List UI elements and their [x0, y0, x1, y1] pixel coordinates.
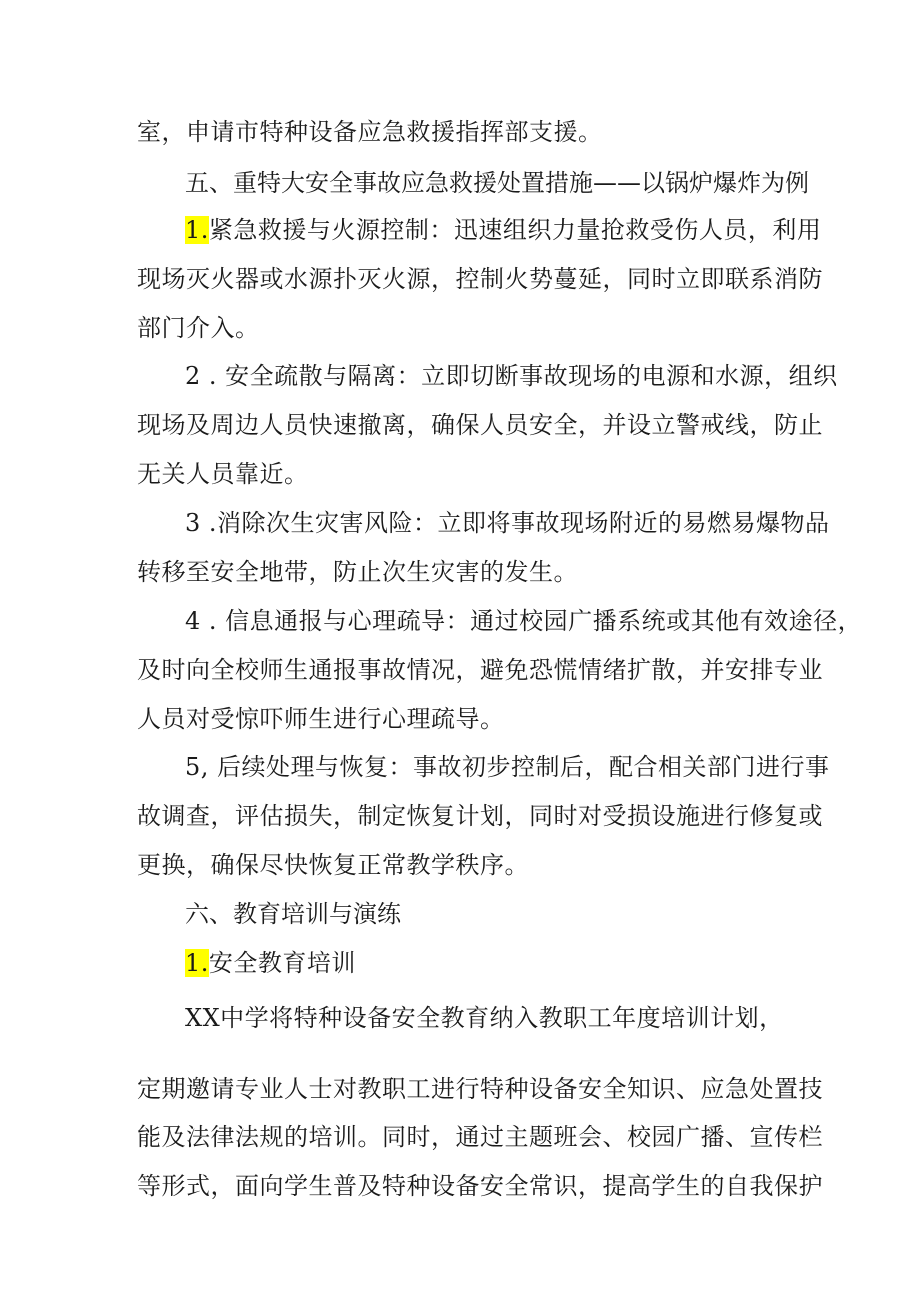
paragraph-line	[185, 752, 830, 782]
paragraph-line	[185, 361, 838, 391]
line-text: 现场及周边人员快速撤离，确保人员安全，并设立警戒线，防止	[137, 411, 823, 439]
line-text: 能及法律法规的培训。同时，通过主题班会、校园广播、宣传栏	[137, 1123, 823, 1151]
paragraph-line	[137, 557, 578, 587]
section-heading-5	[185, 168, 809, 198]
line-text: 故调查，评估损失，制定恢复计划，同时对受损设施进行修复或	[137, 802, 823, 830]
line-text: 等形式，面向学生普及特种设备安全常识，提高学生的自我保护	[137, 1172, 823, 1200]
highlighted-number: 1.	[185, 949, 209, 977]
paragraph-line	[137, 1074, 823, 1104]
line-text: 现场灭火器或水源扑灭火源，控制火势蔓延，同时立即联系消防	[137, 265, 823, 293]
line-text: 紧急救援与火源控制：迅速组织力量抢救受伤人员，利用	[208, 216, 822, 244]
heading-text: 六、教育培训与演练	[185, 900, 401, 928]
paragraph-line	[137, 459, 309, 489]
line-text: XX中学将特种设备安全教育纳入教职工年度培训计划，	[185, 1004, 784, 1032]
line-text: 2 . 安全疏散与隔离：立即切断事故现场的电源和水源，组织	[185, 362, 838, 390]
paragraph-line	[137, 117, 603, 147]
line-text: 转移至安全地带，防止次生灾害的发生。	[137, 558, 578, 586]
line-text: 室，申请市特种设备应急救援指挥部支援。	[137, 118, 603, 146]
paragraph-line	[137, 801, 823, 831]
line-text: 无关人员靠近。	[137, 460, 309, 488]
line-text: 安全教育培训	[208, 949, 356, 977]
line-text: 人员对受惊吓师生进行心理疏导。	[137, 705, 505, 733]
line-text: 部门介入。	[137, 314, 260, 342]
paragraph-line	[137, 410, 823, 440]
paragraph-line	[185, 215, 821, 245]
line-text: 定期邀请专业人士对教职工进行特种设备安全知识、应急处置技	[137, 1075, 823, 1103]
line-text: 3 .消除次生灾害风险：立即将事故现场附近的易燃易爆物品	[185, 509, 830, 537]
line-text: 4 . 信息通报与心理疏导：通过校园广播系统或其他有效途径，	[185, 607, 863, 635]
heading-text: 五、重特大安全事故应急救援处置措施——以锅炉爆炸为例	[185, 169, 809, 197]
paragraph-line	[137, 850, 529, 880]
paragraph-line	[137, 1122, 823, 1152]
paragraph-line	[185, 606, 862, 636]
highlighted-number: 1.	[185, 216, 209, 244]
line-text: 及时向全校师生通报事故情况，避免恐慌情绪扩散，并安排专业	[137, 656, 823, 684]
paragraph-line	[137, 704, 505, 734]
section-heading-6	[185, 899, 401, 929]
paragraph-line	[137, 313, 260, 343]
line-text: 5, 后续处理与恢复：事故初步控制后，配合相关部门进行事	[185, 753, 830, 781]
paragraph-line	[137, 655, 823, 685]
paragraph-line	[137, 1171, 823, 1201]
line-text: 更换，确保尽快恢复正常教学秩序。	[137, 851, 529, 879]
subsection-heading	[185, 948, 356, 978]
paragraph-line	[185, 508, 830, 538]
paragraph-line	[185, 1003, 784, 1033]
paragraph-line	[137, 264, 823, 294]
